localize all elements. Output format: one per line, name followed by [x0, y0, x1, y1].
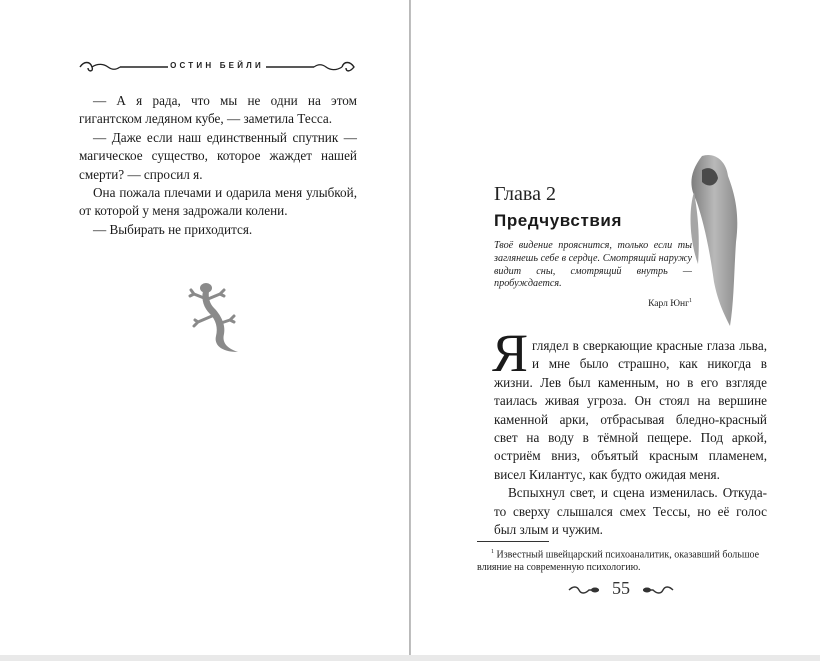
footnote [477, 546, 777, 574]
drop-cap: Я [492, 323, 529, 383]
paragraph-text: глядел в сверкающие красные глаза льва, и мне было страшно, как никогда в жизни. Лев был каменным, но в его взгляде таилась живая угроза. Он стоял на вершине каменной арки, отбрасывая бледно-красный свет на воду в тёмной пещере. Под аркой, остриём вниз, объятый красным пламенем, висел Килантус, как будто ожидая меня. [494, 338, 767, 482]
first-paragraph [492, 323, 767, 484]
page-number-block [561, 578, 681, 602]
paragraph: Вспыхнул свет, и сцена изменилась. Откуда-то сверху слышался смех Тессы, но её голос был злым и чужим. [494, 485, 767, 538]
paragraph: — Выбирать не приходится. [93, 221, 253, 237]
lizard-icon [186, 280, 248, 356]
paragraph: — Даже если наш единственный спутник — магическое существо, которое жаждет нашей смерти? — спросил я. [79, 129, 357, 182]
folio-flourish-right-icon [641, 585, 675, 595]
chapter-title: Предчувствия [494, 211, 623, 230]
footnote-marker: 1 [491, 549, 494, 555]
footnote-text: Известный швейцарский психоаналитик, оказавший большое влияние на современную психологию. [477, 549, 760, 573]
left-page-text [79, 92, 357, 239]
running-head [78, 60, 356, 76]
epigraph-author-name: Карл Юнг [648, 299, 689, 310]
epigraph: Твоё видение прояснится, только если ты заглянешь себе в сердце. Смотрящий наружу видит сны, смотрящий внутрь — пробуждается. [494, 240, 692, 290]
bottom-edge [0, 655, 820, 661]
paragraph: — А я рада, что мы не одни на этом гигантском ледяном кубе, — заметила Тесса. [79, 93, 357, 127]
right-page [411, 0, 820, 661]
paragraph: Она пожала плечами и одарила меня улыбкой, от которой у меня задрожали колени. [79, 185, 357, 219]
running-head-title: ОСТИН БЕЙЛИ [170, 61, 264, 70]
footnote-rule [477, 541, 549, 542]
flourish-right-icon [264, 60, 356, 74]
right-page-text [492, 323, 767, 539]
footnote-reference: 1 [689, 298, 692, 304]
page-number: 55 [612, 578, 630, 598]
epigraph-author [648, 298, 692, 309]
chapter-label: Глава 2 [494, 183, 556, 205]
